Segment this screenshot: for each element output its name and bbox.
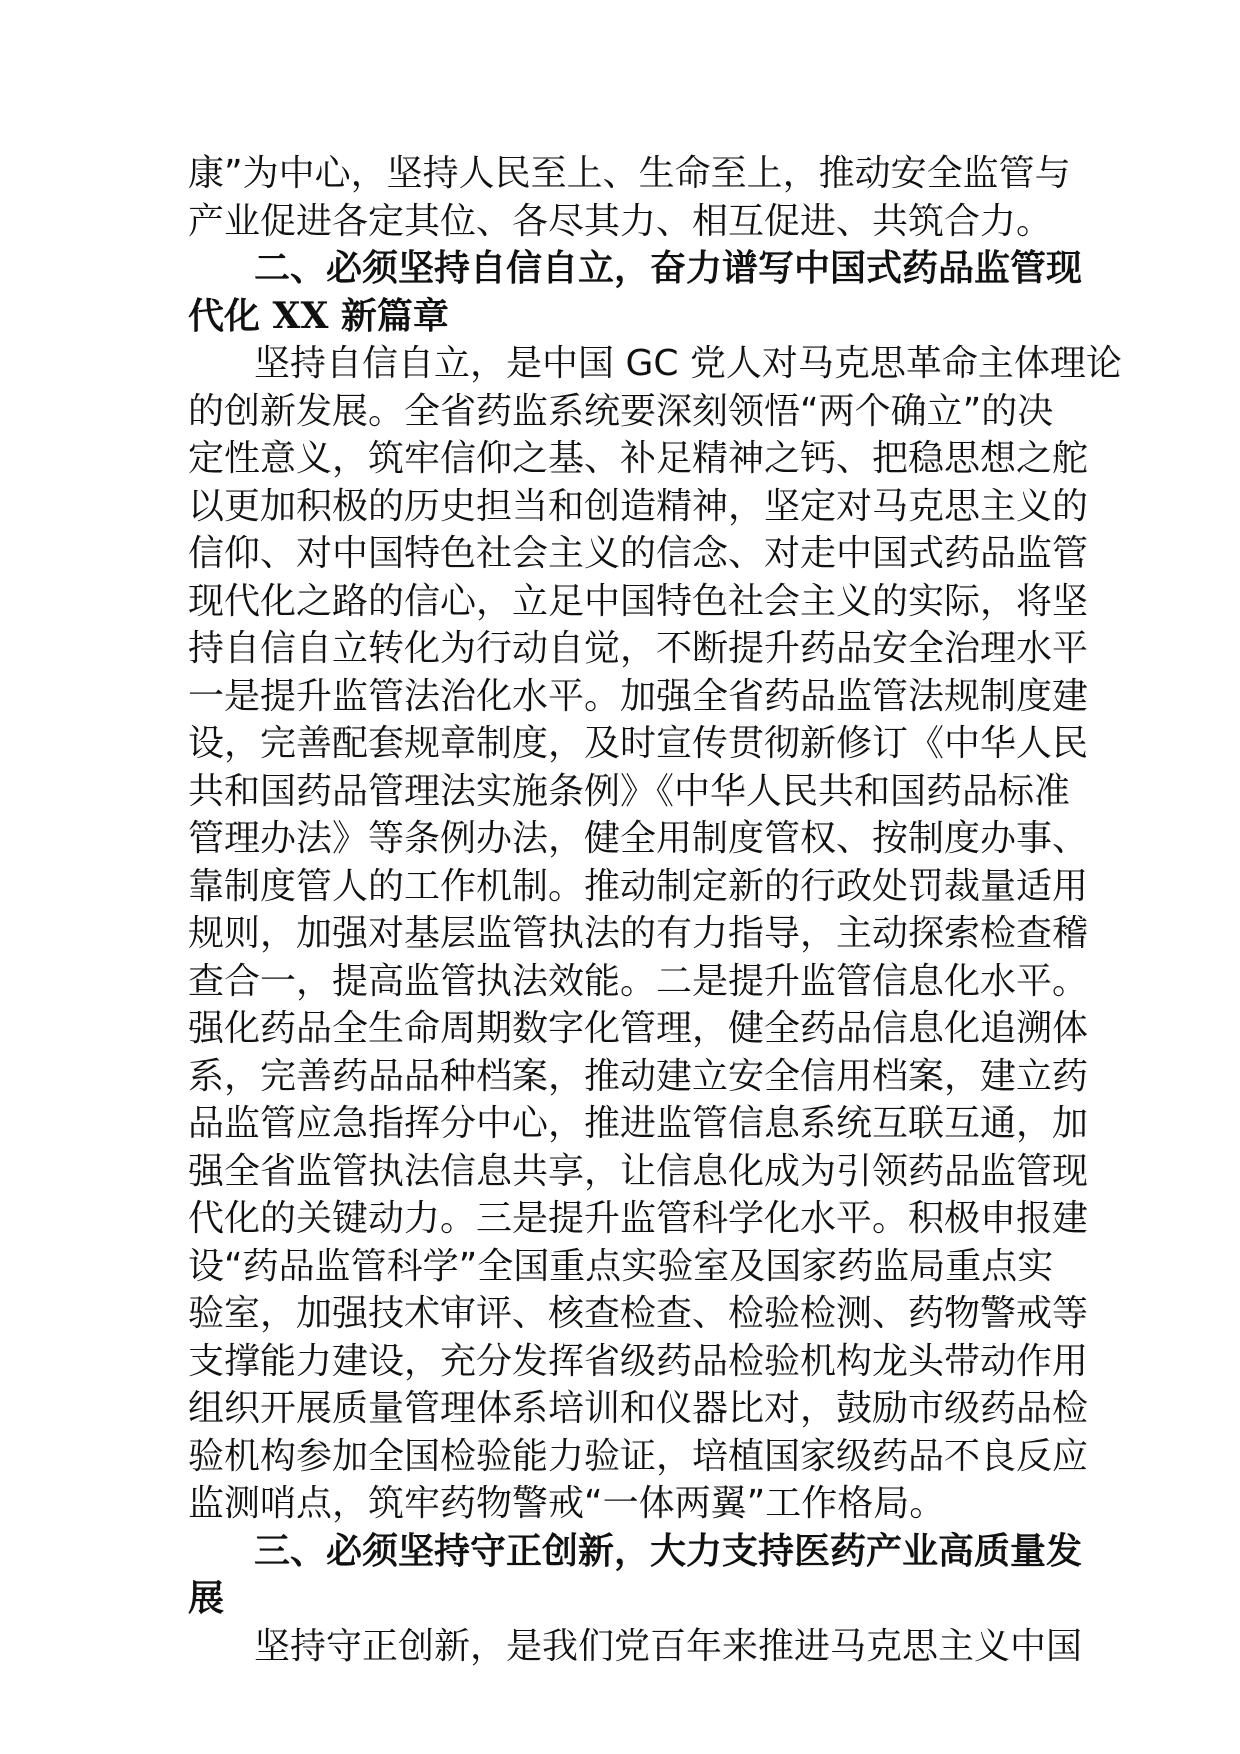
text-line: 产业促进各定其位、各尽其力、相互促进、共筑合力。 xyxy=(188,200,1053,242)
text-line: 定性意义，筑牢信仰之基、补足精神之钙、把稳思想之舵 xyxy=(188,438,1089,479)
text-line: 康”为中心，坚持人民至上、生命至上，推动安全监管与 xyxy=(188,153,1071,194)
text-line: 强全省监管执法信息共享，让信息化成为引领药品监管现 xyxy=(188,1150,1089,1192)
paragraph-start-line: 坚持守正创新，是我们党百年来推进马克思主义中国 xyxy=(254,1625,1083,1667)
text-line: 设，完善配套规章制度，及时宣传贯彻新修订《中华人民 xyxy=(188,723,1089,764)
text-line: 规则，加强对基层监管执法的有力指导，主动探索检查稽 xyxy=(188,913,1089,954)
text-line: 现代化之路的信心，立足中国特色社会主义的实际，将坚 xyxy=(188,580,1089,622)
text-line: 靠制度管人的工作机制。推动制定新的行政处罚裁量适用 xyxy=(188,865,1089,907)
text-line: 支撑能力建设，充分发挥省级药品检验机构龙头带动作用 xyxy=(188,1340,1089,1382)
section-heading-continued: 展 xyxy=(188,1577,225,1619)
text-line: 查合一，提高监管执法效能。二是提升监管信息化水平。 xyxy=(188,960,1089,1002)
text-line: 设“药品监管科学”全国重点实验室及国家药监局重点实 xyxy=(188,1245,1054,1287)
text-line: 强化药品全生命周期数字化管理，健全药品信息化追溯体 xyxy=(188,1008,1089,1049)
section-heading: 二、必须坚持自信自立，奋力谱写中国式药品监管现 xyxy=(254,247,1083,289)
text-line: 信仰、对中国特色社会主义的信念、对走中国式药品监管 xyxy=(188,533,1089,574)
text-line: 品监管应急指挥分中心，推进监管信息系统互联互通，加 xyxy=(188,1103,1089,1144)
text-line: 以更加积极的历史担当和创造精神，坚定对马克思主义的 xyxy=(188,485,1089,527)
section-heading-continued: 代化 XX 新篇章 xyxy=(188,294,449,337)
text-line: 的创新发展。全省药监系统要深刻领悟“两个确立”的决 xyxy=(188,390,1054,432)
paragraph-start-line: 坚持自信自立，是中国 GC 党人对马克思革命主体理论 xyxy=(254,343,1122,384)
text-line: 持自信自立转化为行动自觉，不断提升药品安全治理水平 xyxy=(188,628,1089,669)
text-line: 监测哨点，筑牢药物警戒“一体两翼”工作格局。 xyxy=(188,1483,946,1524)
text-line: 共和国药品管理法实施条例》《中华人民共和国药品标准 xyxy=(188,770,1071,812)
text-line: 系，完善药品品种档案，推动建立安全信用档案，建立药 xyxy=(188,1055,1089,1097)
section-heading: 三、必须坚持守正创新，大力支持医药产业高质量发 xyxy=(254,1529,1083,1572)
body-text xyxy=(188,150,1122,1670)
text-line: 一是提升监管法治化水平。加强全省药品监管法规制度建 xyxy=(188,675,1089,717)
text-line: 代化的关键动力。三是提升监管科学化水平。积极申报建 xyxy=(188,1198,1089,1239)
text-line: 组织开展质量管理体系培训和仪器比对，鼓励市级药品检 xyxy=(188,1388,1089,1429)
text-line: 管理办法》等条例办法，健全用制度管权、按制度办事、 xyxy=(188,818,1089,859)
text-line: 验室，加强技术审评、核查检查、检验检测、药物警戒等 xyxy=(188,1293,1089,1334)
text-line: 验机构参加全国检验能力验证，培植国家级药品不良反应 xyxy=(188,1435,1089,1477)
